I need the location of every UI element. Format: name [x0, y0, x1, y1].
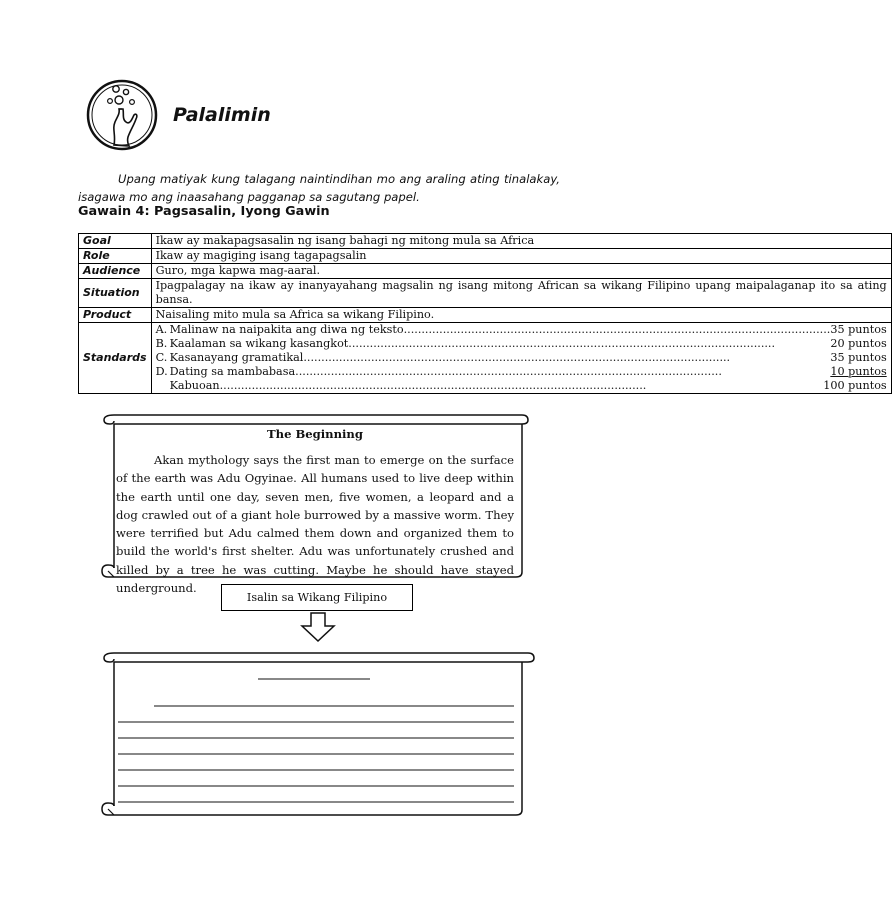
role-label: Role [79, 249, 152, 264]
standard-item [156, 337, 887, 351]
standard-letter: C. [155, 351, 168, 364]
situation-label: Situation [79, 279, 152, 308]
activity-title: Gawain 4: Pagsasalin, Iyong Gawin [78, 204, 330, 219]
situation-value: Ipagpalagay na ikaw ay inanyayahang magsalin ng isang mitong African sa wikang Filipino upang maipalaganap ito sa ating bansa. [151, 279, 891, 308]
story-title: The Beginning [267, 427, 363, 441]
standard-letter: B. [155, 337, 168, 350]
audience-value: Guro, mga kapwa mag-aaral. [151, 264, 891, 279]
standard-letter: D. [155, 365, 168, 378]
standards-label: Standards [79, 323, 152, 394]
standard-points: 10 puntos [830, 365, 887, 378]
hand-holding-coins-icon [86, 79, 158, 151]
standard-name: Kasanayang gramatikal [169, 351, 304, 364]
standard-name: Kaalaman sa wikang kasangkot [169, 337, 349, 350]
leader-dots [404, 323, 831, 337]
total-name: Kabuoan [169, 379, 220, 392]
product-value: Naisaling mito mula sa Africa sa wikang Filipino. [151, 308, 891, 323]
leader-dots [303, 351, 830, 365]
table-row [79, 234, 892, 249]
product-label: Product [79, 308, 152, 323]
goal-label: Goal [79, 234, 152, 249]
grasps-table [78, 233, 892, 394]
standard-item [156, 323, 887, 337]
standard-total [156, 379, 887, 393]
standard-letter: A. [155, 323, 168, 336]
standards-list [151, 323, 891, 394]
total-points: 100 puntos [823, 379, 887, 392]
standard-name: Dating sa mambabasa [169, 365, 296, 378]
standard-points: 20 puntos [830, 337, 887, 350]
table-row [79, 264, 892, 279]
leader-dots [295, 365, 830, 379]
table-row [79, 308, 892, 323]
standard-item [156, 351, 887, 365]
role-value: Ikaw ay magiging isang tagapagsalin [151, 249, 891, 264]
table-row [79, 249, 892, 264]
leader-dots [220, 379, 824, 393]
instructions-paragraph: Upang matiyak kung talagang naintindihan mo ang araling ating tinalakay, isagawa mo ang inaasahang pagganap sa sagutang papel. [78, 172, 560, 204]
standard-item [156, 365, 887, 379]
table-row [79, 279, 892, 308]
section-title: Palalimin [173, 104, 271, 126]
standard-name: Malinaw na naipakita ang diwa ng teksto [169, 323, 404, 336]
story-text: Akan mythology says the first man to emerge on the surface of the earth was Adu Ogyinae. All humans used to live deep within the earth until one day, seven men, five women, a leopard and a dog crawled out of a giant hole burrowed by a massive worm. They were terrified but Adu calmed them down and organized them to build the world's first shelter. Adu was unfortunately crushed and killed by a tree he was cutting. Maybe he should have stayed underground. [116, 453, 514, 596]
answer-scroll-frame [100, 648, 536, 820]
standard-points: 35 puntos [830, 351, 887, 364]
audience-label: Audience [79, 264, 152, 279]
goal-value: Ikaw ay makapagsasalin ng isang bahagi ng mitong mula sa Africa [151, 234, 891, 249]
leader-dots [348, 337, 830, 351]
standard-points: 35 puntos [830, 323, 887, 336]
translate-instruction: Isalin sa Wikang Filipino [221, 584, 413, 611]
down-arrow-icon [300, 612, 336, 642]
table-row [79, 323, 892, 394]
